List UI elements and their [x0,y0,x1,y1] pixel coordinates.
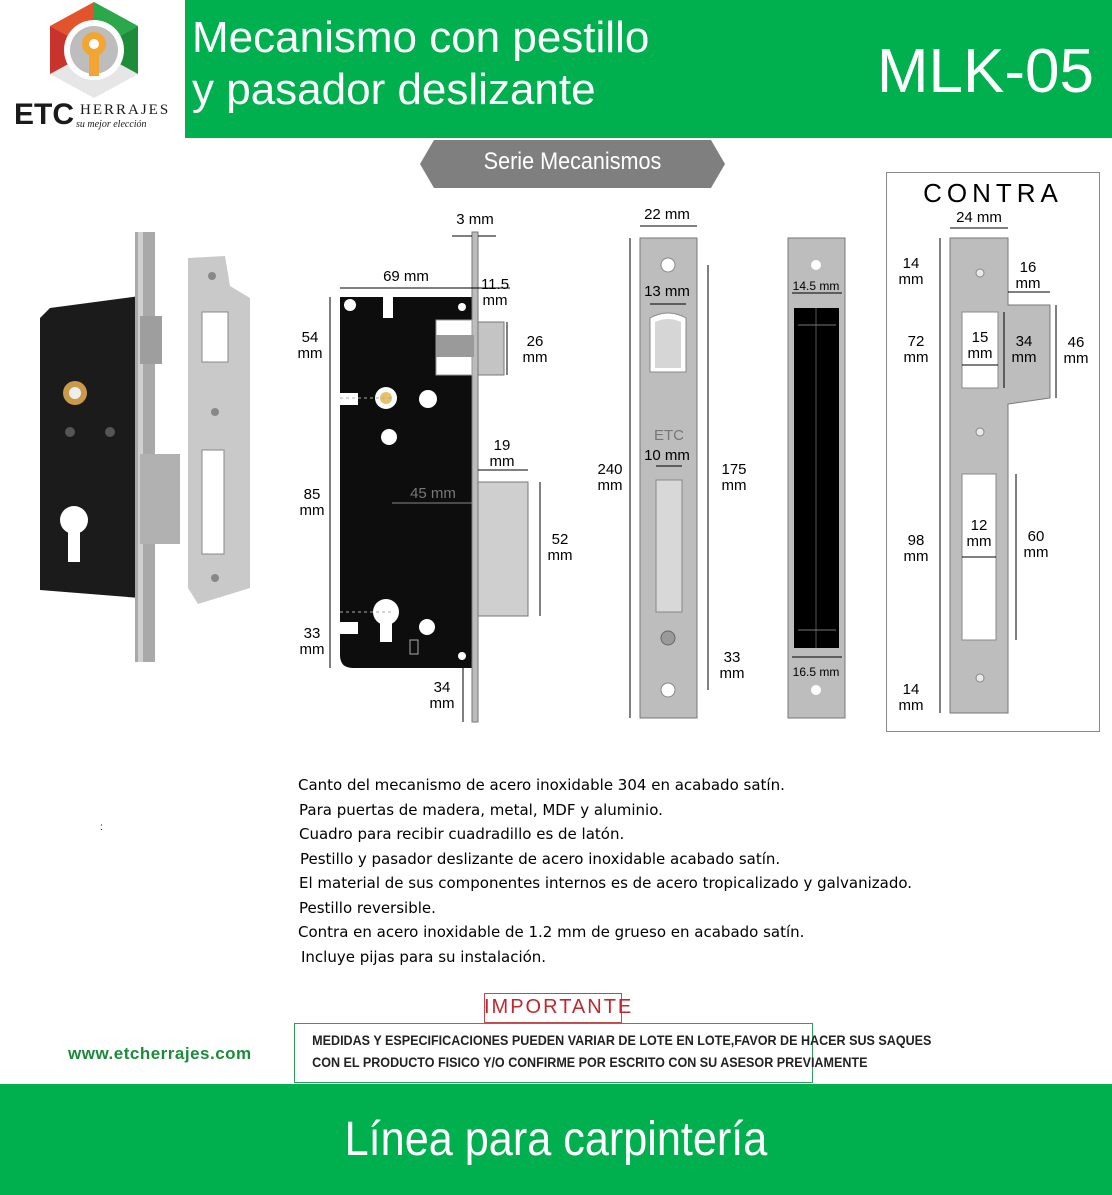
dim-46-unit: mm [1063,350,1089,367]
stray-mark: : [100,822,103,833]
spec-item: Para puertas de madera, metal, MDF y aluminio. [299,800,663,819]
title-line-2: y pasador deslizante [192,65,596,114]
dim-26-value: 26 [526,333,544,350]
notice-text [312,1030,932,1074]
logo-subtitle: HERRAJES [80,102,171,118]
dim-60-unit: mm [1023,544,1049,561]
spec-item: Pestillo reversible. [299,898,436,917]
dim-22mm: 22 mm [644,206,690,223]
dim-54-value: 54 [301,329,319,346]
dim-11-5-value: 11.5 [480,276,510,293]
dim-33-unit: mm [299,641,325,658]
dim-60mm [1018,529,1054,561]
dim-85-value: 85 [303,486,321,503]
dim-34-value: 34 [433,679,451,696]
dim-60-value: 60 [1027,528,1045,545]
dim-54-unit: mm [297,345,323,362]
dim-19-unit: mm [489,453,515,470]
dim-12mm [962,518,996,550]
notice-line-1: MEDIDAS Y ESPECIFICACIONES PUEDEN VARIAR DE LOTE EN LOTE,FAVOR DE HACER SUS SAQUES [312,1033,932,1048]
dim-3mm: 3 mm [456,211,494,228]
dim-26-unit: mm [522,349,548,366]
dim-175-value: 175 [721,461,747,478]
dim-16-5mm: 16.5 mm [792,665,840,679]
dim-10mm: 10 mm [644,447,690,464]
dim-16-unit: mm [1015,275,1041,292]
dim-15-value: 15 [971,329,989,346]
dim-34-contra-unit: mm [1011,349,1037,366]
footer-text: Línea para carpintería [344,1113,768,1166]
notice-line-2: CON EL PRODUCTO FISICO Y/O CONFIRME POR ESCRITO CON SU ASESOR PREVIAMENTE [312,1055,868,1070]
dim-72-value: 72 [907,333,925,350]
spec-item: Incluye pijas para su instalación. [301,947,547,966]
dim-33-plate-unit: mm [719,665,745,682]
dim-33-value: 33 [303,625,321,642]
website-link[interactable]: www.etcherrajes.com [68,1044,252,1063]
dim-45mm: 45 mm [410,485,456,502]
dim-34-unit: mm [429,695,455,712]
spec-list [298,773,978,969]
dim-14-bottom-value: 14 [902,681,920,698]
dim-14-5mm: 14.5 mm [792,279,840,293]
title-line-1: Mecanismo con pestillo [192,13,650,62]
dim-98-value: 98 [907,532,925,549]
dim-14mm-bottom [894,682,928,714]
dim-175-unit: mm [721,477,747,494]
dim-52-unit: mm [547,547,573,564]
dim-14-top-unit: mm [898,271,924,288]
dim-16mm [1010,260,1046,292]
contra-title: CONTRA [923,178,1063,208]
importante-label: IMPORTANTE [484,996,634,1018]
spec-item: El material de sus componentes internos es de acero tropicalizado y galvanizado. [299,874,913,892]
logo-title: ETC [14,98,74,131]
spec-item: Contra en acero inoxidable de 1.2 mm de grueso en acabado satín. [298,923,805,941]
dim-72-unit: mm [903,349,929,366]
dim-24mm: 24 mm [956,209,1002,226]
dim-14mm-top [894,256,928,288]
dim-52-value: 52 [551,531,569,548]
dim-14-bottom-unit: mm [898,697,924,714]
dim-15-unit: mm [967,345,993,362]
serie-label: Serie Mecanismos [483,148,662,175]
dim-85-unit: mm [299,502,325,519]
dim-98-unit: mm [903,548,929,565]
dim-14-top-value: 14 [902,255,920,272]
model-code: MLK-05 [876,37,1094,106]
dim-12-unit: mm [966,533,992,550]
dim-240-value: 240 [597,461,623,478]
dim-34mm-contra [1006,334,1042,366]
dim-46mm [1058,335,1094,367]
dim-34-contra-value: 34 [1015,333,1033,350]
dim-13mm: 13 mm [644,283,690,300]
spec-item: Cuadro para recibir cuadradillo es de latón. [299,825,625,843]
dim-12-value: 12 [970,517,988,534]
spec-item: Pestillo y pasador deslizante de acero inoxidable acabado satín. [300,849,781,868]
dim-240-unit: mm [597,477,623,494]
dim-15mm [962,330,998,362]
dim-33-plate-value: 33 [723,649,741,666]
dim-72mm [896,334,936,366]
dim-98mm [896,533,936,565]
spec-item: Canto del mecanismo de acero inoxidable 304 en acabado satín. [298,776,785,794]
dim-19-value: 19 [493,437,511,454]
dim-46-value: 46 [1067,334,1085,351]
dim-69mm: 69 mm [383,268,429,285]
dim-16-value: 16 [1019,259,1037,276]
logo-tagline: su mejor elección [76,119,147,130]
dim-11-5-unit: mm [482,292,508,309]
faceplate-brand: ETC [654,427,684,444]
